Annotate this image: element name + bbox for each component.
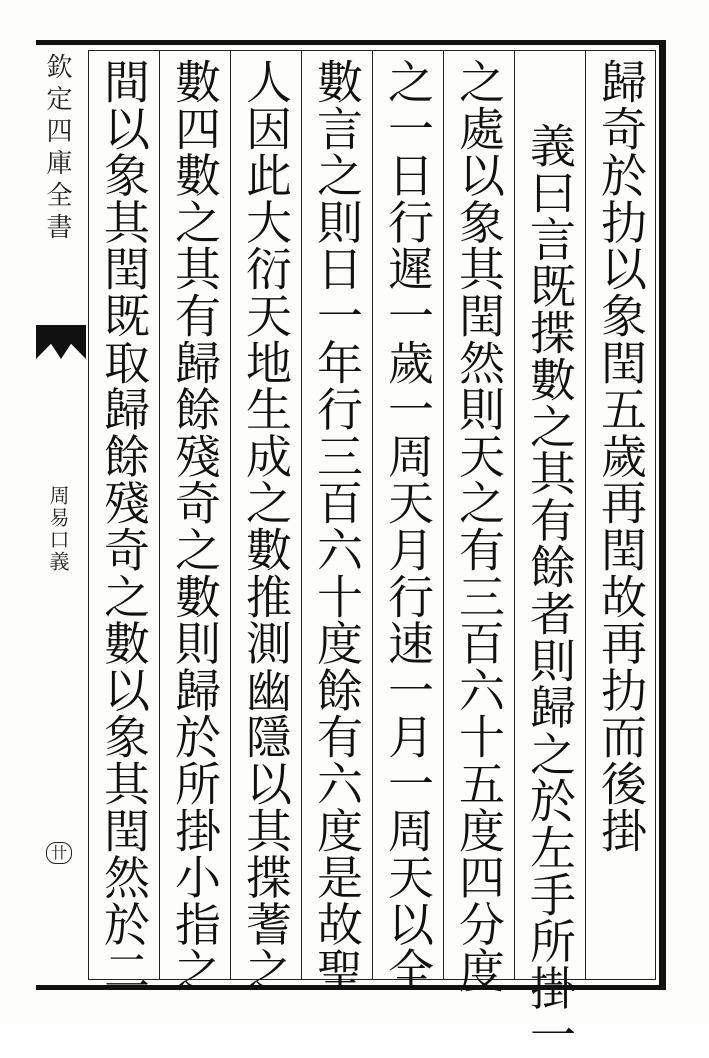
text-column: [372, 50, 443, 994]
column-text: 數言之則日一年行三百六十度餘有六度是故聖: [310, 58, 364, 994]
page-margin: [36, 45, 88, 985]
column-text: 間以象其閏既取歸餘殘奇之數以象其閏然於二: [97, 58, 151, 994]
column-rule: [301, 50, 302, 980]
column-text: 義曰言既揲數之其有餘者則歸之於左手所掛一: [523, 122, 577, 1058]
book-title: 周易口義: [46, 485, 70, 573]
text-column: [443, 50, 514, 994]
page-number: 卄: [46, 842, 72, 864]
column-rule: [514, 50, 515, 980]
collection-title: 欽定四庫全書: [42, 53, 72, 245]
column-rule: [372, 50, 373, 980]
text-columns: [88, 50, 656, 1058]
text-column: [230, 50, 301, 994]
column-rule: [159, 50, 160, 980]
column-rule: [230, 50, 231, 980]
column-rule: [585, 50, 586, 980]
column-text: 歸奇於扐以象閏五歲再閏故再扐而後掛: [594, 58, 648, 854]
text-column: [301, 50, 372, 994]
text-column: [514, 50, 585, 1058]
text-column: [159, 50, 230, 994]
fish-tail-mark: [36, 325, 86, 359]
column-text: 數四數之其有歸餘殘奇之數則歸於所掛小指之: [168, 58, 222, 994]
column-text: 人因此大衍天地生成之數推測幽隱以其揲蓍之: [239, 58, 293, 994]
column-text: 之處以象其閏然則天之有三百六十五度四分度: [452, 58, 506, 994]
column-text: 之一日行遲一歲一周天月行速一月一周天以全: [381, 58, 435, 994]
text-column: [88, 50, 159, 994]
column-rule: [443, 50, 444, 980]
text-column: [585, 50, 656, 980]
